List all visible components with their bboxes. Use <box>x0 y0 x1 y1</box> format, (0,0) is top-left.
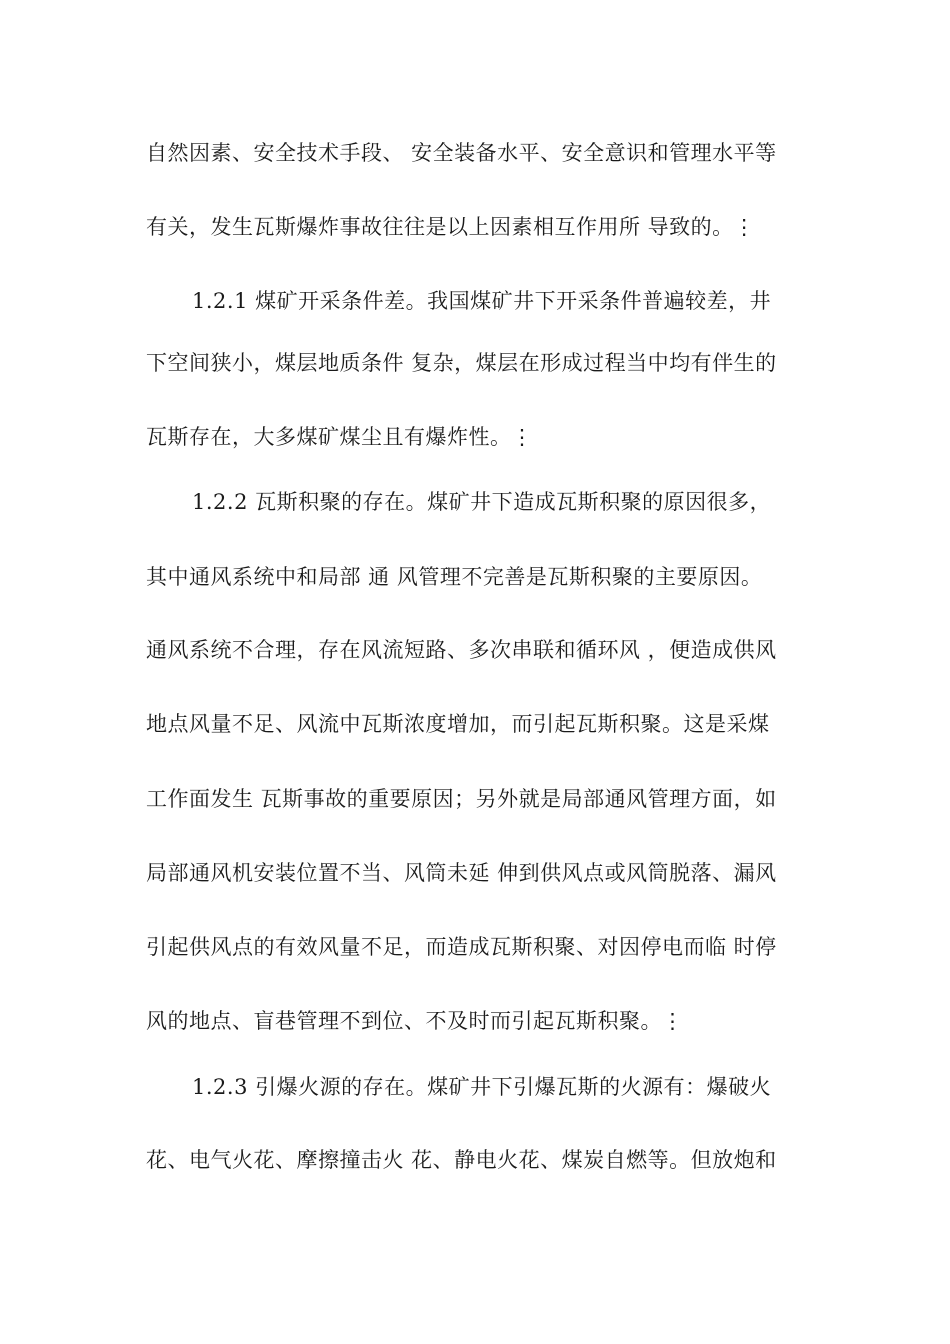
section-heading-1-2-3: 1.2.3 引爆火源的存在。煤矿井下引爆瓦斯的火源有：爆破火 <box>192 1075 772 1099</box>
text-line: 其中通风系统中和局部 通 风管理不完善是瓦斯积聚的主要原因。 <box>146 565 763 589</box>
section-heading-1-2-2: 1.2.2 瓦斯积聚的存在。煤矿井下造成瓦斯积聚的原因很多， <box>192 490 772 514</box>
text-line: 有关，发生瓦斯爆炸事故往往是以上因素相互作用所 导致的。⋮ <box>146 215 756 239</box>
text-line: 自然因素、安全技术手段、 安全装备水平、安全意识和管理水平等 <box>146 141 777 165</box>
text-line: 工作面发生 瓦斯事故的重要原因；另外就是局部通风管理方面，如 <box>146 787 777 811</box>
text-line: 花、电气火花、摩擦撞击火 花、静电火花、煤炭自燃等。但放炮和 <box>146 1148 777 1172</box>
text-line: 风的地点、盲巷管理不到位、不及时而引起瓦斯积聚。⋮ <box>146 1009 684 1033</box>
text-line: 瓦斯存在，大多煤矿煤尘且有爆炸性。⋮ <box>146 425 533 449</box>
text-line: 通风系统不合理，存在风流短路、多次串联和循环风 ，便造成供风 <box>146 638 777 662</box>
text-line: 下空间狭小，煤层地质条件 复杂，煤层在形成过程当中均有伴生的 <box>146 351 777 375</box>
section-heading-1-2-1: 1.2.1 煤矿开采条件差。我国煤矿井下开采条件普遍较差，井 <box>192 289 772 313</box>
text-line: 局部通风机安装位置不当、风筒未延 伸到供风点或风筒脱落、漏风 <box>146 861 777 885</box>
text-line: 引起供风点的有效风量不足，而造成瓦斯积聚、对因停电而临 时停 <box>146 935 777 959</box>
text-line: 地点风量不足、风流中瓦斯浓度增加，而引起瓦斯积聚。这是采煤 <box>146 712 770 736</box>
